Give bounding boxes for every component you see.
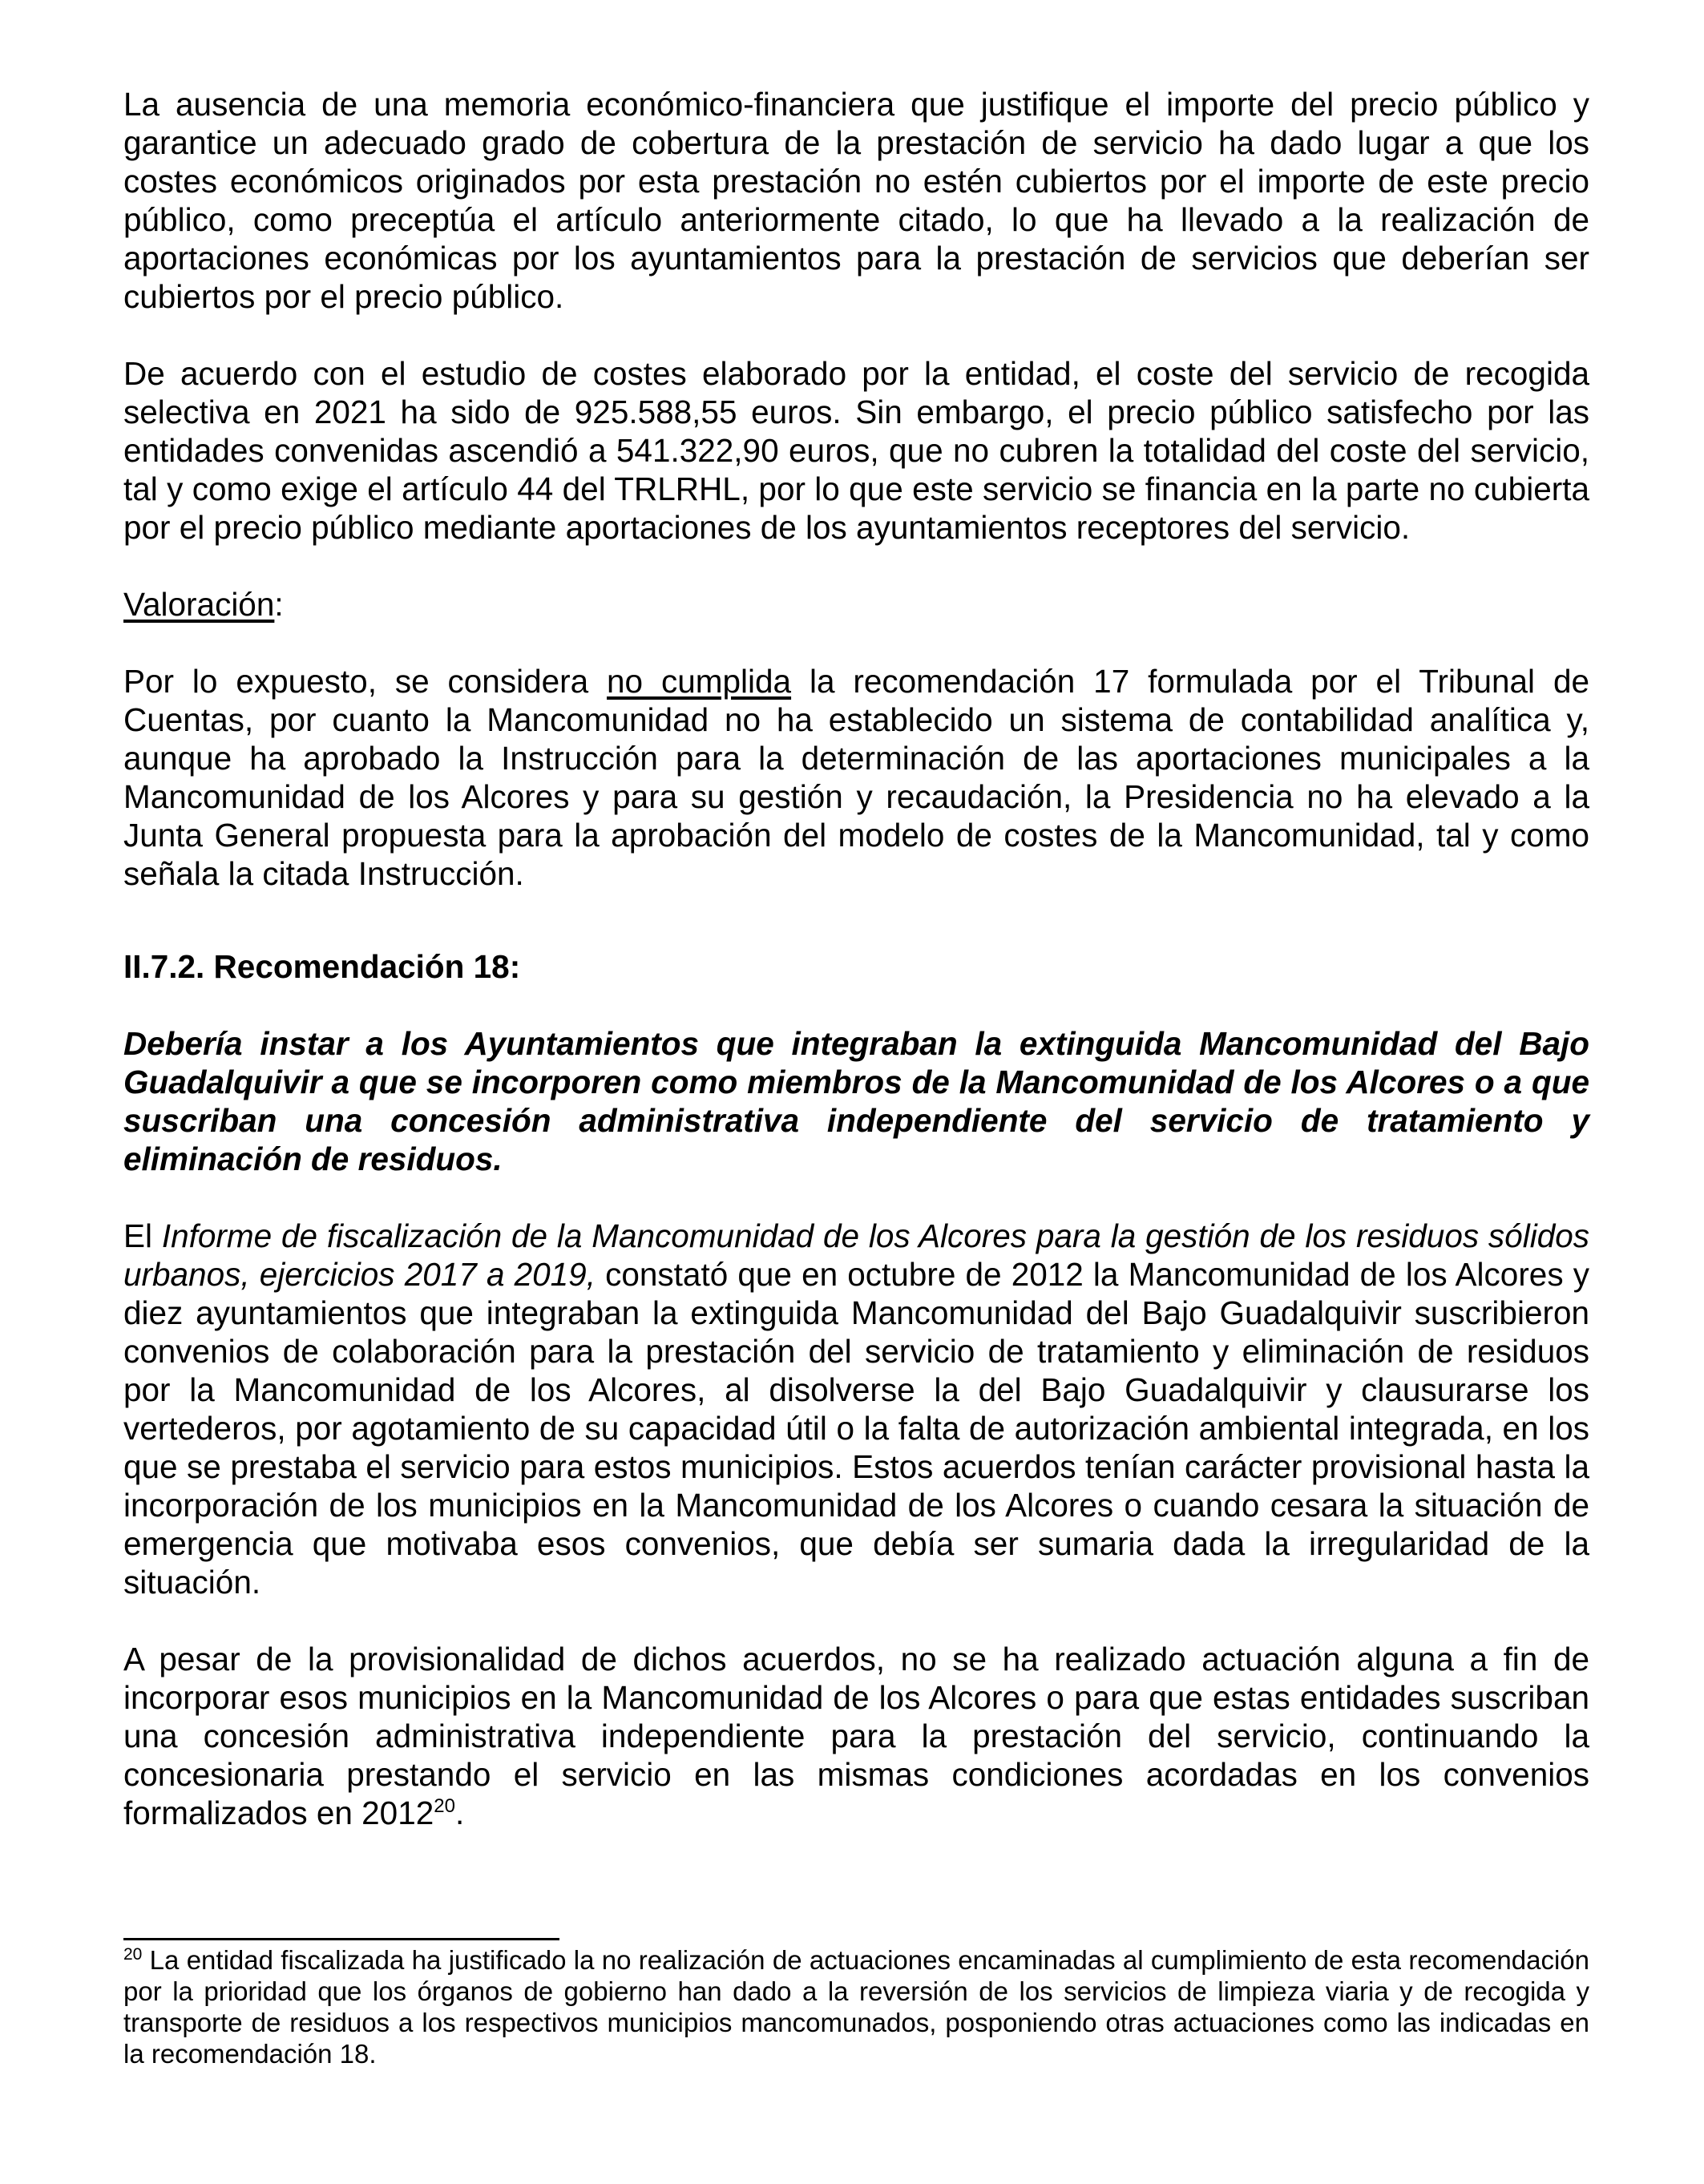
informe-text-rest: constató que en octubre de 2012 la Mancomunidad de los Alcores y diez ayuntamientos que integraban la extinguida Mancomunidad del Bajo Guadalquivir suscribieron convenios de colaboración para la prestación del servicio de tratamiento y eliminación de residuos por la Mancomunidad de los Alcores, al disolverse la del Bajo Guadalquivir y clausurarse los vertederos, por agotamiento de su capacidad útil o la falta de autorización ambiental integrada, en los que se prestaba el servicio para estos municipios. Estos acuerdos tenían carácter provisional hasta la incorporación de los municipios en la Mancomunidad de los Alcores o cuando cesara la situación de emergencia que motivaba esos convenios, que debía ser sumaria dada la irregularidad de la situación. xyxy=(123,1256,1589,1601)
paragraph-provisionalidad xyxy=(123,1640,1589,1832)
valoracion-colon: : xyxy=(274,586,284,623)
footnote xyxy=(123,1944,1589,2069)
paragraph-valoracion xyxy=(123,662,1589,893)
footnote-reference[interactable]: 20 xyxy=(434,1795,455,1817)
recommendation-text: Debería instar a los Ayuntamientos que integraban la extinguida Mancomunidad del Bajo Guadalquivir a que se incorporen como miembros de la Mancomunidad de los Alcores o a que suscriban una concesión administrativa independiente del servicio de tratamiento y eliminación de residuos. xyxy=(123,1025,1589,1177)
valoracion-label xyxy=(123,585,1589,624)
footnote-separator xyxy=(123,1938,559,1940)
section-heading: II.7.2. Recomendación 18: xyxy=(123,948,521,985)
footnote-text: La entidad fiscalizada ha justificado la no realización de actuaciones encaminadas al cumplimiento de esta recomendación por la prioridad que los órganos de gobierno han dado a la reversión de los servicios de limpieza viaria y de recogida y transporte de residuos a los respectivos municipios mancomunados, posponiendo otras actuaciones como las indicadas en la recomendación 18. xyxy=(123,1945,1589,2069)
no-cumplida-underlined: no cumplida xyxy=(607,663,792,700)
valoracion-text-start: Por lo expuesto, se considera xyxy=(123,663,608,700)
paragraph-estudio-costes: De acuerdo con el estudio de costes elaborado por la entidad, el coste del servicio de recogida selectiva en 2021 ha sido de 925.588,55 euros. Sin embargo, el precio público satisfecho por las entidades convenidas ascendió a 541.322,90 euros, que no cubren la totalidad del coste del servicio, tal y como exige el artículo 44 del TRLRHL, por lo que este servicio se financia en la parte no cubierta por el precio público mediante aportaciones de los ayuntamientos receptores del servicio. xyxy=(123,355,1589,546)
valoracion-underlined: Valoración xyxy=(123,586,275,623)
informe-text-start: El xyxy=(123,1217,162,1254)
paragraph-precio-publico: La ausencia de una memoria económico-financiera que justifique el importe del precio público y garantice un adecuado grado de cobertura de la prestación de servicio ha dado lugar a que los costes económicos originados por esta prestación no estén cubiertos por el importe de este precio público, como preceptúa el artículo anteriormente citado, lo que ha llevado a la realización de aportaciones económicas por los ayuntamientos para la prestación de servicios que deberían ser cubiertos por el precio público. xyxy=(123,86,1589,315)
paragraph-informe xyxy=(123,1217,1589,1601)
valoracion-text-end: la recomendación 17 formulada por el Tribunal de Cuentas, por cuanto la Mancomunidad no ha establecido un sistema de contabilidad analítica y, aunque ha aprobado la Instrucción para la determinación de las aportaciones municipales a la Mancomunidad de los Alcores y para su gestión y recaudación, la Presidencia no ha elevado a la Junta General propuesta para la aprobación del modelo de costes de la Mancomunidad, tal y como señala la citada Instrucción. xyxy=(123,663,1589,892)
provisionalidad-text: A pesar de la provisionalidad de dichos acuerdos, no se ha realizado actuación alguna a fin de incorporar esos municipios en la Mancomunidad de los Alcores o para que estas entidades suscriban una concesión administrativa independiente para la prestación del servicio, continuando la concesionaria prestando el servicio en las mismas condiciones acordadas en los convenios formalizados en 2012 xyxy=(123,1641,1589,1831)
footnote-number: 20 xyxy=(123,1945,143,1964)
informe-title-italic: Informe de fiscalización de la Mancomunidad de los Alcores para la gestión de los residuos sólidos urbanos, ejercicios 2017 a 2019, xyxy=(123,1217,1589,1293)
provisionalidad-end: . xyxy=(454,1794,465,1831)
